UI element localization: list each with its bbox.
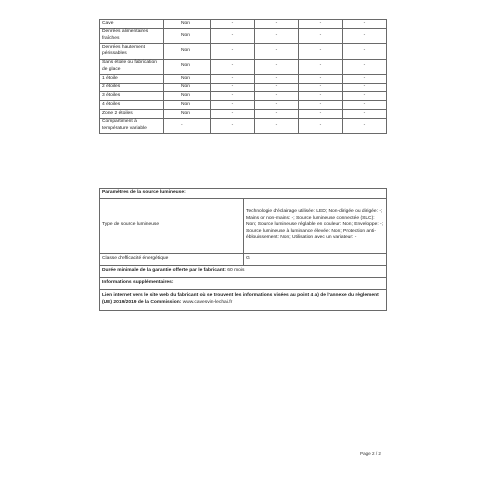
compartment-value: - [255, 92, 299, 101]
compartment-value: - [255, 83, 299, 92]
warranty-row [100, 265, 387, 277]
compartment-value: - [343, 20, 387, 29]
warranty-cell [100, 265, 387, 277]
compartment-label: 2 étoiles [100, 83, 164, 92]
compartment-label: 4 étoiles [100, 101, 164, 110]
compartment-value: - [255, 110, 299, 119]
compartment-row [100, 59, 387, 74]
compartment-value: Non [164, 83, 211, 92]
compartment-label: Denrées hautement périssables [100, 44, 164, 59]
compartment-value: - [211, 44, 255, 59]
compartment-value: Non [164, 110, 211, 119]
compartment-value: - [211, 74, 255, 83]
compartment-value: - [343, 74, 387, 83]
compartment-value: - [255, 101, 299, 110]
light-source-type-value: Technologie d'éclairage utilisée: LED; Non-dirigée ou dirigée: -; Mains or non-mains: -; Source lumineuse connectée (SLC): Non; Source lumineuse réglable en couleur: Non; Enveloppe: -; Source lumineuse à luminance élevée: Non; Protection anti-éblouissement: Non; Utilisation avec un variateur: - [244, 198, 387, 253]
compartment-label: Compartiment à température variable [100, 118, 164, 133]
compartment-value: Non [164, 59, 211, 74]
compartment-value: - [299, 59, 343, 74]
compartment-value: - [255, 118, 299, 133]
warranty-value: 60 mois [227, 267, 245, 273]
compartment-value: - [211, 59, 255, 74]
compartment-value: - [255, 59, 299, 74]
compartment-value: - [343, 101, 387, 110]
additional-info-cell [100, 289, 387, 310]
compartment-value: - [299, 28, 343, 43]
compartment-value: - [255, 74, 299, 83]
compartment-value: - [211, 20, 255, 29]
compartment-label: Cave [100, 20, 164, 29]
compartment-row [100, 118, 387, 133]
compartment-value: Non [164, 101, 211, 110]
compartment-value: - [299, 118, 343, 133]
compartment-row [100, 28, 387, 43]
energy-class-value: G [244, 253, 387, 265]
compartment-label: Zone 2 étoiles [100, 110, 164, 119]
compartment-value: - [343, 110, 387, 119]
compartment-row [100, 74, 387, 83]
additional-info-link-row [100, 289, 387, 310]
compartment-label: Denrées alimentaires fraîches [100, 28, 164, 43]
compartment-value: - [343, 118, 387, 133]
compartment-value: - [299, 92, 343, 101]
compartment-value: - [299, 101, 343, 110]
compartment-value: - [255, 28, 299, 43]
compartment-value: - [211, 92, 255, 101]
compartment-row [100, 101, 387, 110]
compartment-value: - [299, 83, 343, 92]
warranty-label: Durée minimale de la garantie offerte par le fabricant: [102, 267, 226, 273]
compartment-value: Non [164, 44, 211, 59]
compartment-value: - [343, 59, 387, 74]
additional-info-link-text: Lien internet vers le site web du fabricant où se trouvent les informations visées au point 4 a) de l'annexe du règlement (UE) 2019/2019 de la Commission: [102, 293, 379, 305]
energy-class-label: Classe d'efficacité énergétique [100, 253, 244, 265]
compartment-value: Non [164, 20, 211, 29]
light-source-section-row [100, 189, 387, 199]
additional-info-title-row [100, 277, 387, 289]
compartment-value: - [343, 28, 387, 43]
energy-class-row [100, 253, 387, 265]
compartment-value: - [211, 110, 255, 119]
compartment-value: - [299, 74, 343, 83]
compartment-value: - [164, 118, 211, 133]
additional-info-title: Informations supplémentaires: [100, 277, 387, 289]
compartment-value: - [211, 101, 255, 110]
compartment-value: Non [164, 28, 211, 43]
compartment-value: - [255, 20, 299, 29]
light-source-type-row [100, 198, 387, 253]
compartment-value: - [343, 83, 387, 92]
compartment-value: - [211, 28, 255, 43]
compartments-table-body [100, 20, 387, 134]
compartment-value: Non [164, 92, 211, 101]
light-source-table [99, 188, 387, 311]
compartment-label: 1 étoile [100, 74, 164, 83]
compartment-row [100, 44, 387, 59]
compartment-value: - [255, 44, 299, 59]
compartment-value: - [211, 118, 255, 133]
compartment-value: Non [164, 74, 211, 83]
compartment-row [100, 83, 387, 92]
compartment-label: Sans étoile ou fabrication de glace [100, 59, 164, 74]
light-source-type-label: Type de source lumineuse [100, 198, 244, 253]
compartment-value: - [211, 83, 255, 92]
compartment-value: - [343, 92, 387, 101]
compartment-value: - [299, 44, 343, 59]
compartments-table [99, 19, 387, 134]
compartment-value: - [343, 44, 387, 59]
compartment-row [100, 110, 387, 119]
compartment-value: - [299, 20, 343, 29]
compartment-row [100, 20, 387, 29]
compartment-value: - [299, 110, 343, 119]
compartment-row [100, 92, 387, 101]
compartment-label: 3 étoiles [100, 92, 164, 101]
page-number: Page 2 / 2 [360, 451, 381, 456]
manufacturer-website-link[interactable]: www.cavesvin-lechai.fr [182, 299, 233, 305]
light-source-section-title: Paramètres de la source lumineuse: [100, 189, 387, 199]
